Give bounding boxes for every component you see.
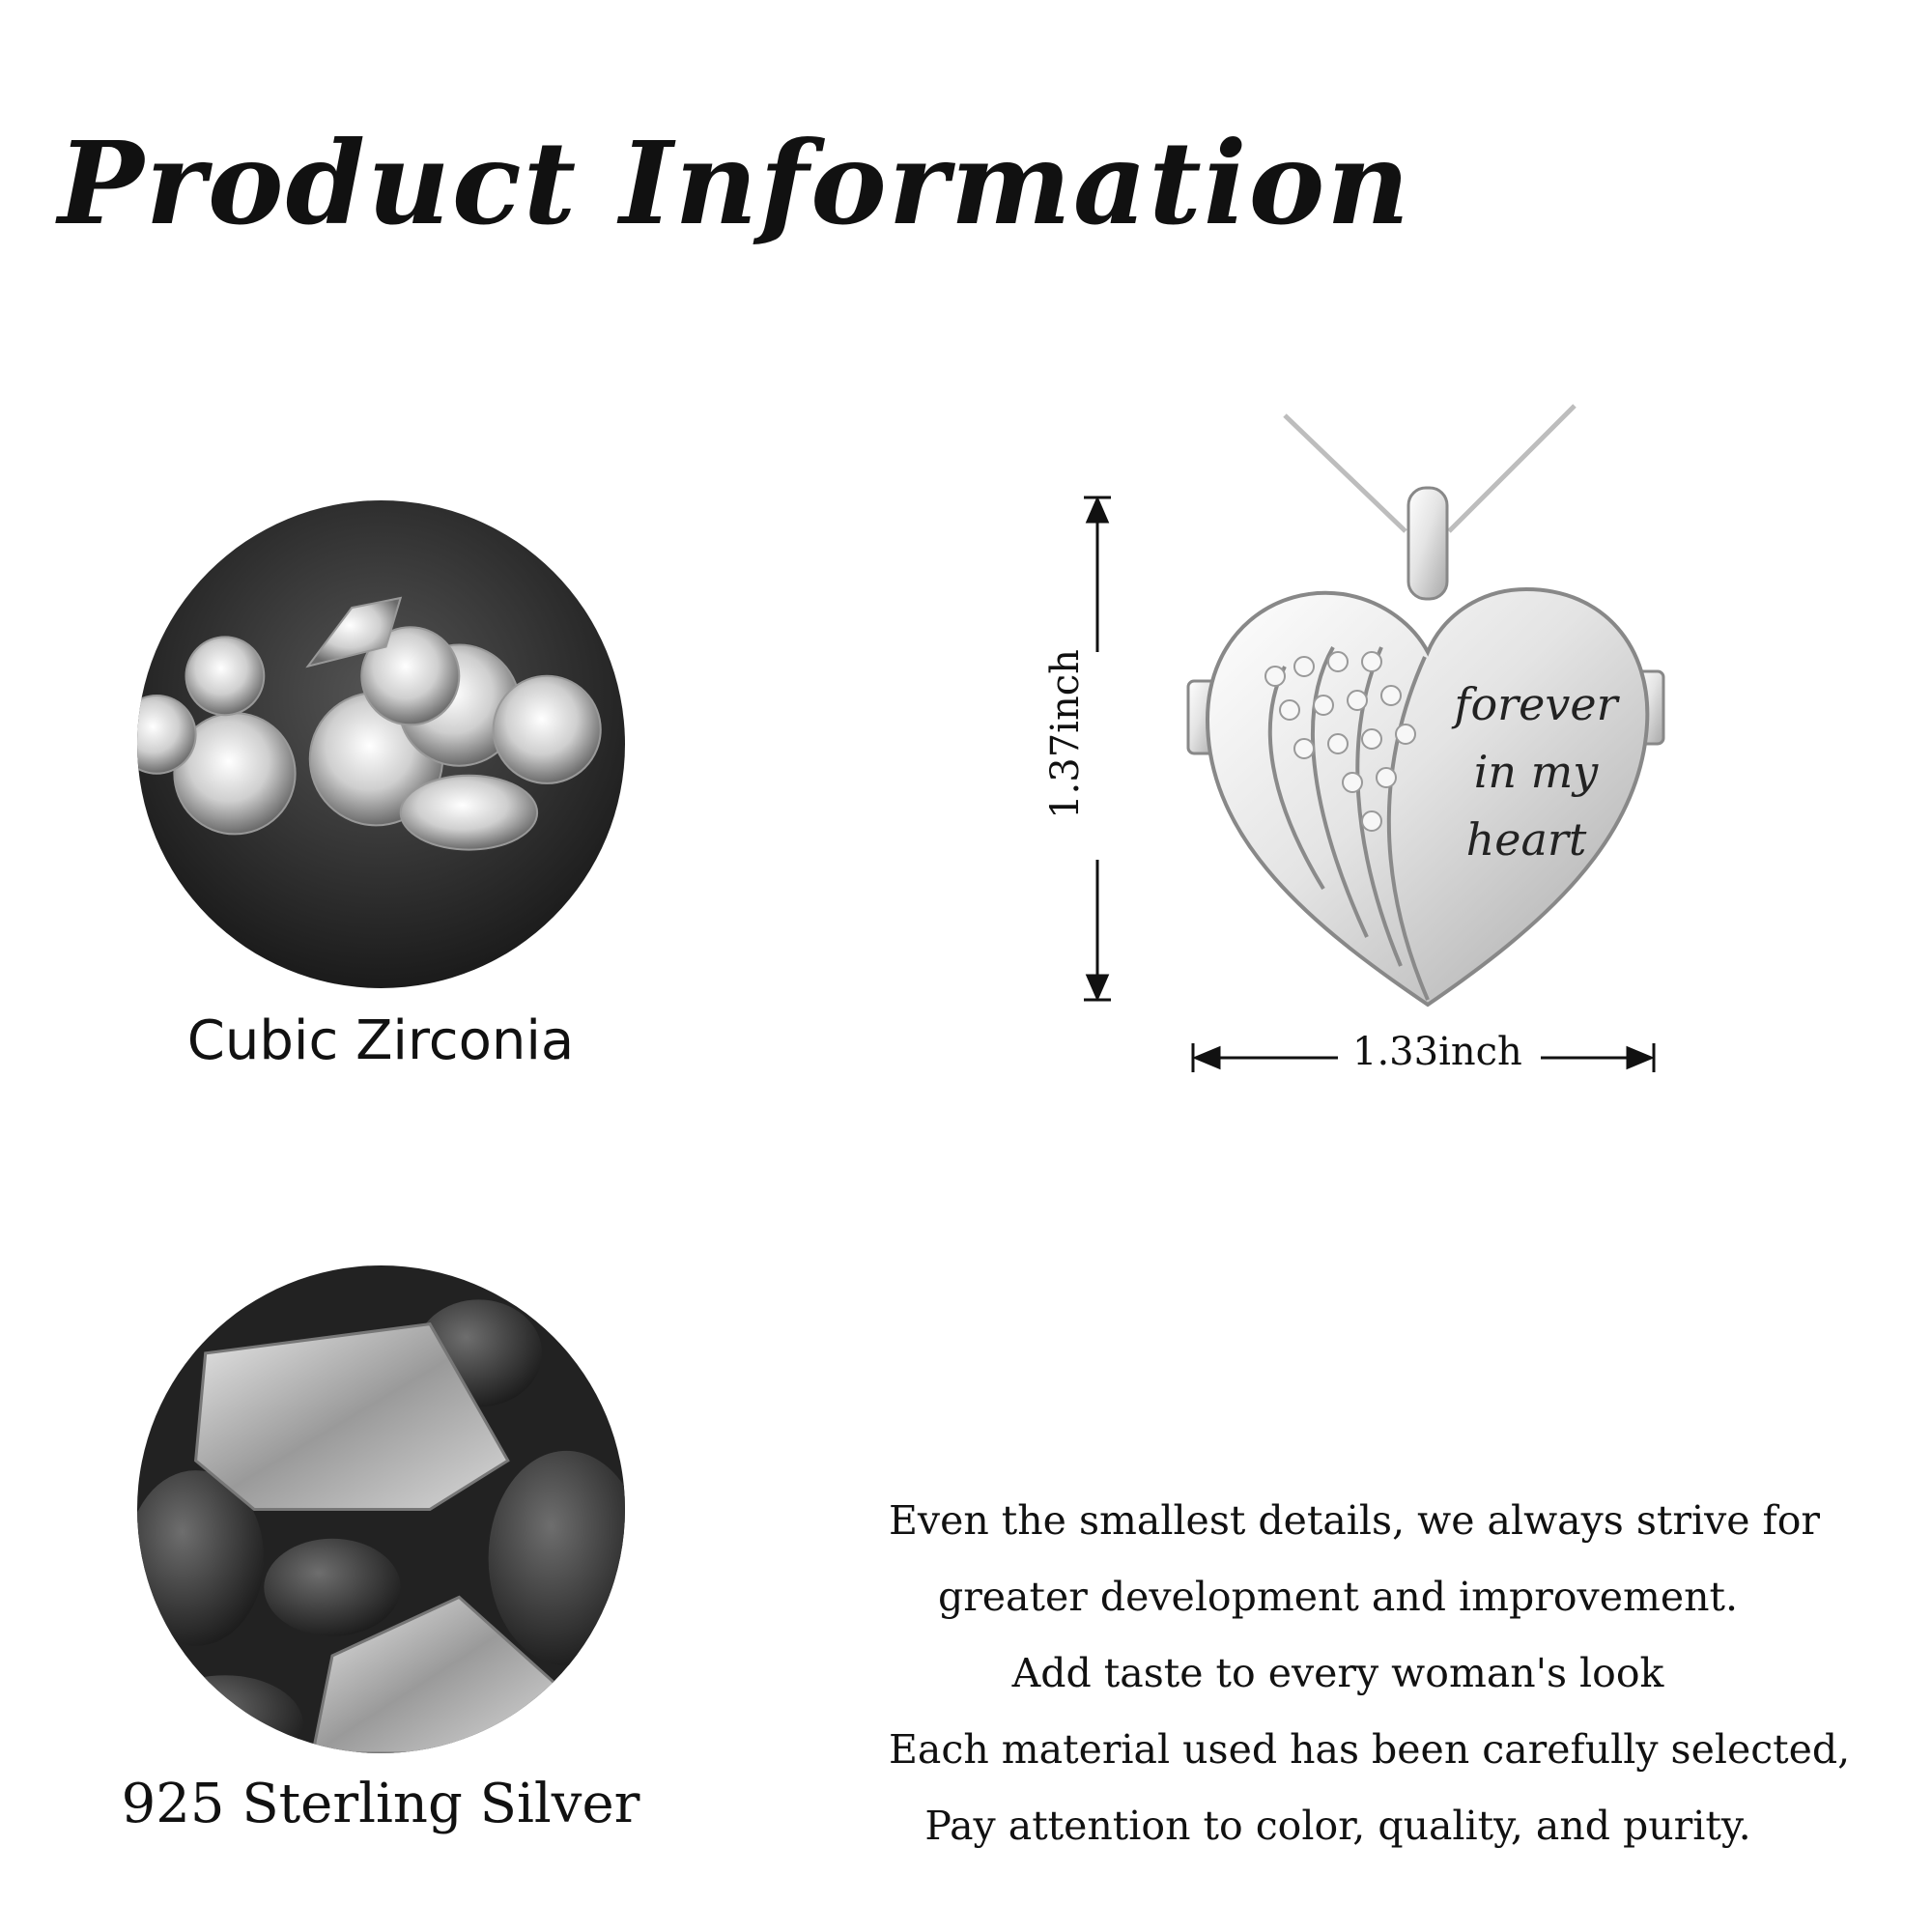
- engraving-line-2: in my: [1473, 746, 1599, 798]
- cubic-zirconia-gems-icon: [137, 500, 625, 988]
- description-line: greater development and improvement.: [937, 1574, 1739, 1620]
- page-title: Product Information: [58, 116, 1412, 250]
- sterling-silver-caption: 925 Sterling Silver: [121, 1773, 640, 1835]
- engraving-line-1: forever: [1454, 678, 1618, 730]
- width-dimension-label: 1.33inch: [1352, 1030, 1522, 1074]
- description-line: Pay attention to color, quality, and purity.: [924, 1803, 1751, 1849]
- description-line: Even the smallest details, we always strive for: [889, 1497, 1821, 1544]
- sterling-silver-ore-icon: [137, 1265, 625, 1753]
- product-description: [889, 1483, 1851, 1864]
- description-line: Each material used has been carefully selected,: [889, 1726, 1851, 1773]
- cubic-zirconia-caption: Cubic Zirconia: [186, 1009, 575, 1072]
- heart-locket-pendant-icon: [1063, 386, 1758, 1082]
- engraving-line-3: heart: [1465, 813, 1587, 866]
- height-dimension-label: 1.37inch: [1043, 649, 1088, 819]
- description-line: Add taste to every woman's look: [1011, 1650, 1664, 1696]
